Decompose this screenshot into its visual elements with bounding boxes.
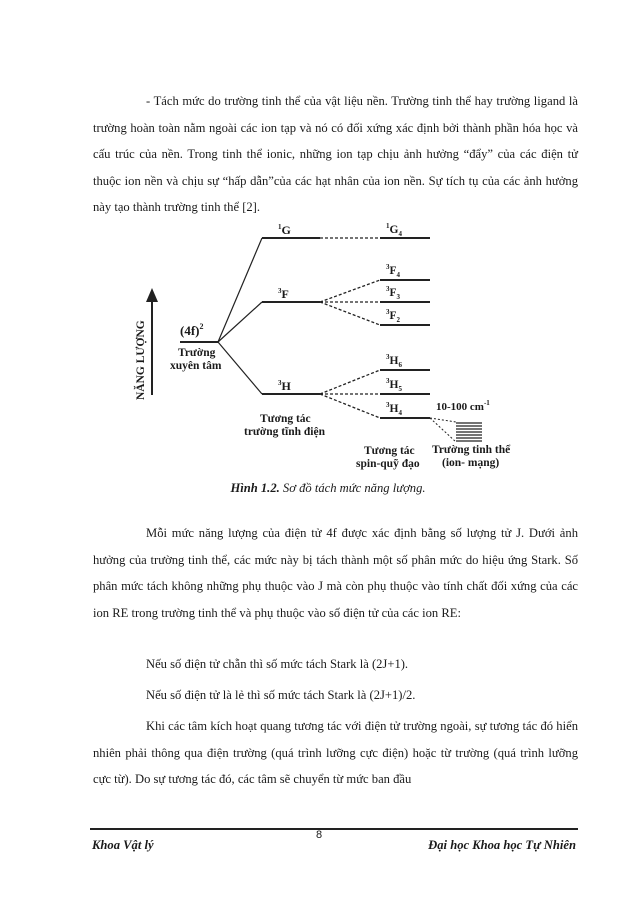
crystal-field-label-line2: (ion- mạng) [442,457,500,469]
level-label-3H4: $^3H_4$ [386,401,402,417]
level-label-3H5: $^3H_5$ [386,377,402,393]
connector-3F-4 [320,280,380,302]
figure-caption [0,481,638,496]
config-label: $(4f)^2$ [180,322,204,338]
level-label-3F2: $^3F_2$ [386,308,401,324]
figure-caption-text: Sơ đồ tách mức năng lượng. [279,481,426,495]
energy-level-diagram [130,210,515,475]
connector-3H-4 [320,394,380,418]
connector-3F-2 [320,302,380,325]
level-label-3F4: $^3F_4$ [386,263,401,279]
term-label-1G: $^1$G [278,223,291,237]
splitting-label: 10-100 $cm^{-1}$ [436,399,490,413]
fan-line-3F [218,302,262,342]
footer-right: Đại học Khoa học Tự Nhiên [428,838,576,852]
term-label-3H: $^3$H [278,379,291,393]
connector-3H-6 [320,370,380,394]
level-label-3H6: $^3H_6$ [386,353,402,369]
stark-sublevels [456,423,482,441]
central-field-label-line1: Trường [178,347,216,359]
fan-line-3H [218,342,262,394]
electrostatic-label-line1: Tương tác [260,413,311,425]
rule-odd-electrons: Nếu số điện tử là lẻ thì số mức tách Stark là (2J+1)/2. [146,688,416,702]
energy-axis-arrowhead [146,288,158,302]
rule-even-electrons: Nếu số điện tử chẵn thì số mức tách Stark là (2J+1). [146,657,409,671]
spin-orbit-label-line2: spin-quỹ đạo [356,458,420,470]
central-field-label-line2: xuyên tâm [170,360,222,372]
electrostatic-label-line2: trường tĩnh điện [244,426,326,438]
level-label-3F3: $^3F_3$ [386,285,401,301]
paragraph-stark: Mỗi mức năng lượng của điện tử 4f được xác định bằng số lượng tử J. Dưới ảnh hưởng của trường tinh thể, các mức này bị tách thành một số phân mức do hiệu ứng Stark. Số phân mức tách không những phụ thuộc vào J mà còn phụ thuộc vào tính chất đối xứng của các ion RE trong trường tinh thể và phụ thuộc vào số điện tử của các ion RE: [93,526,578,620]
energy-axis-label: NĂNG LƯỢNG [135,320,147,400]
paragraph-crystal-field: - Tách mức do trường tinh thể của vật liệu nền. Trường tinh thể hay trường ligand là trường hoàn toàn nằm ngoài các ion tạp và nó có đối xứng xác định bởi thành phần hóa học và cấu trúc của nền. Trong tinh thể ionic, những ion tạp chịu ảnh hưởng “đẩy” của các điện tử thuộc ion nền và chịu sự “hấp dẫn”của các hạt nhân của ion nền. Sự tích tụ của các ảnh hưởng này tạo thành trường tinh thể [2]. [93,94,578,214]
fan-line-1G [218,238,262,342]
spin-orbit-label-line1: Tương tác [364,445,415,457]
term-label-3F: $^3$F [278,287,289,301]
stark-connector-lower [430,418,456,442]
crystal-field-label-line1: Trường tinh thể [432,444,511,456]
page-number: 8 [315,829,323,841]
footer-left: Khoa Vật lý [92,838,154,852]
figure-caption-label: Hình 1.2. [230,481,280,495]
level-label-1G4: $^1G_4$ [386,222,402,238]
paragraph-interaction: Khi các tâm kích hoạt quang tương tác với điện tử trường ngoài, sự tương tác đó hiển nhiên phải thông qua điện trường (quá trình lưỡng cực điện) hoặc từ trường (quá trình lưỡng cực từ). Do sự tương tác đó, các tâm sẽ chuyển từ mức ban đầu [93,719,578,786]
